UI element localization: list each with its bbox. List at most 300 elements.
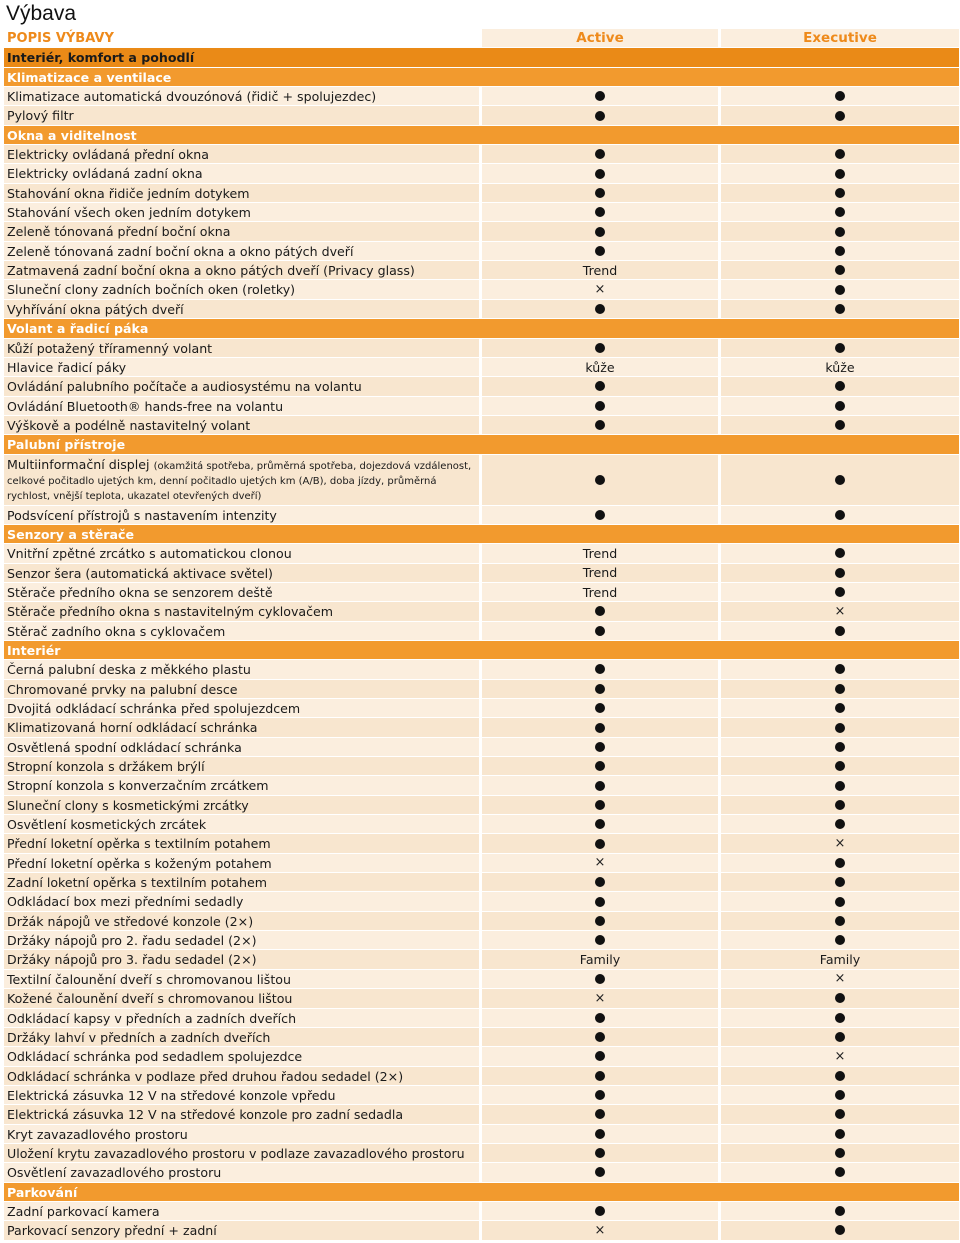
included-dot-icon xyxy=(835,916,845,926)
active-cell xyxy=(482,164,718,182)
included-dot-icon xyxy=(835,1090,845,1100)
included-dot-icon xyxy=(595,207,605,217)
table-row xyxy=(4,455,959,506)
feature-label: Ovládání palubního počítače a audiosystému na volantu xyxy=(7,379,362,395)
included-dot-icon xyxy=(835,246,845,256)
feature-label: Držáky nápojů pro 3. řadu sedadel (2×) xyxy=(7,952,257,968)
active-cell xyxy=(482,106,718,124)
table-row xyxy=(4,718,959,737)
section-header xyxy=(4,319,959,338)
active-cell: Trend xyxy=(482,544,718,562)
included-dot-icon xyxy=(595,974,605,984)
table-row xyxy=(4,583,959,602)
active-cell xyxy=(482,1144,718,1162)
column-header-executive: Executive xyxy=(721,29,959,47)
table-row xyxy=(4,544,959,563)
executive-cell xyxy=(721,718,959,736)
included-dot-icon xyxy=(835,169,845,179)
not-available-cross-icon: × xyxy=(594,1222,606,1238)
feature-label: Odkládací schránka pod sedadlem spolujezdce xyxy=(7,1049,303,1065)
included-dot-icon xyxy=(835,1109,845,1119)
active-cell xyxy=(482,1202,718,1220)
included-dot-icon xyxy=(595,684,605,694)
section-title: Senzory a stěrače xyxy=(7,526,135,542)
feature-label: Přední loketní opěrka s koženým potahem xyxy=(7,855,272,871)
active-cell xyxy=(482,87,718,105)
feature-label: Vnitřní zpětné zrcátko s automatickou clonou xyxy=(7,546,292,562)
table-row xyxy=(4,300,959,319)
included-dot-icon xyxy=(835,475,845,485)
active-cell xyxy=(482,834,718,852)
feature-label: Zeleně tónovaná zadní boční okna a okno pátých dveří xyxy=(7,243,354,259)
included-dot-icon xyxy=(835,548,845,558)
feature-label: Držáky nápojů pro 2. řadu sedadel (2×) xyxy=(7,933,257,949)
active-cell xyxy=(482,776,718,794)
included-dot-icon xyxy=(835,800,845,810)
included-dot-icon xyxy=(595,761,605,771)
executive-cell xyxy=(721,1202,959,1220)
feature-label: Dvojitá odkládací schránka před spolujezdcem xyxy=(7,701,301,716)
row-background xyxy=(4,106,479,124)
executive-cell xyxy=(721,1009,959,1027)
active-cell xyxy=(482,622,718,640)
active-cell xyxy=(482,300,718,318)
active-cell xyxy=(482,1221,718,1239)
feature-label: Stěrač zadního okna s cyklovačem xyxy=(7,623,226,639)
table-row xyxy=(4,1202,959,1221)
feature-label: Zadní loketní opěrka s textilním potahem xyxy=(7,875,267,891)
section-header xyxy=(4,126,959,145)
executive-cell xyxy=(721,815,959,833)
executive-cell xyxy=(721,757,959,775)
table-row xyxy=(4,815,959,834)
included-dot-icon xyxy=(835,91,845,101)
executive-cell: kůže xyxy=(721,358,959,376)
active-cell xyxy=(482,699,718,717)
included-dot-icon xyxy=(835,401,845,411)
included-dot-icon xyxy=(835,304,845,314)
included-dot-icon xyxy=(835,568,845,578)
table-row xyxy=(4,1105,959,1124)
included-dot-icon xyxy=(835,227,845,237)
feature-name: Multiinformační displej xyxy=(7,456,150,472)
table-row xyxy=(4,164,959,183)
table-row xyxy=(4,416,959,435)
feature-note: (okamžitá spotřeba, průměrná spotřeba, dojezdová vzdálenost, celkové počitadlo ujetých km, denní počitadlo ujetých km (A/B), doba jízdy, průměrná rychlost, vnější teplota, ukazatel otevřených dveří) xyxy=(7,460,472,502)
feature-label: Stěrače předního okna s nastavitelným cyklovačem xyxy=(7,604,334,620)
included-dot-icon xyxy=(595,111,605,121)
section-title: Interiér xyxy=(7,642,61,658)
included-dot-icon xyxy=(835,1225,845,1235)
included-dot-icon xyxy=(595,91,605,101)
included-dot-icon xyxy=(595,510,605,520)
executive-cell xyxy=(721,145,959,163)
active-cell: Trend xyxy=(482,583,718,601)
table-row xyxy=(4,222,959,241)
active-cell xyxy=(482,397,718,415)
included-dot-icon xyxy=(835,1206,845,1216)
feature-label: Osvětlení zavazadlového prostoru xyxy=(7,1165,222,1181)
included-dot-icon xyxy=(595,1129,605,1139)
executive-cell xyxy=(721,222,959,240)
included-dot-icon xyxy=(595,723,605,733)
included-dot-icon xyxy=(835,188,845,198)
feature-label: Senzor šera (automatická aktivace světel) xyxy=(7,565,273,581)
feature-label: Sluneční clony zadních bočních oken (roletky) xyxy=(7,282,296,298)
executive-cell xyxy=(721,242,959,260)
table-row xyxy=(4,699,959,718)
included-dot-icon xyxy=(595,188,605,198)
executive-cell xyxy=(721,300,959,318)
table-row xyxy=(4,892,959,911)
included-dot-icon xyxy=(595,781,605,791)
included-dot-icon xyxy=(835,819,845,829)
table-row xyxy=(4,854,959,873)
included-dot-icon xyxy=(835,587,845,597)
active-cell xyxy=(482,854,718,872)
feature-label: Odkládací schránka v podlaze před druhou řadou sedadel (2×) xyxy=(7,1068,404,1084)
feature-label: Stahování všech oken jedním dotykem xyxy=(7,205,251,221)
included-dot-icon xyxy=(595,381,605,391)
feature-label: Elektrická zásuvka 12 V na středové konzole pro zadní sedadla xyxy=(7,1107,404,1123)
executive-cell xyxy=(721,1086,959,1104)
column-header-active: Active xyxy=(482,29,718,47)
table-row xyxy=(4,622,959,641)
included-dot-icon xyxy=(595,304,605,314)
executive-cell xyxy=(721,564,959,582)
feature-label: Stahování okna řidiče jedním dotykem xyxy=(7,185,250,201)
table-row xyxy=(4,834,959,853)
included-dot-icon xyxy=(595,1071,605,1081)
active-cell xyxy=(482,660,718,678)
section-header xyxy=(4,525,959,544)
included-dot-icon xyxy=(595,1167,605,1177)
executive-cell xyxy=(721,506,959,524)
table-row xyxy=(4,280,959,299)
included-dot-icon xyxy=(595,800,605,810)
executive-cell xyxy=(721,622,959,640)
feature-label: Držák nápojů ve středové konzole (2×) xyxy=(7,913,254,929)
active-cell xyxy=(482,815,718,833)
included-dot-icon xyxy=(595,1051,605,1061)
active-cell xyxy=(482,738,718,756)
executive-cell xyxy=(721,970,959,988)
table-row xyxy=(4,1067,959,1086)
table-row xyxy=(4,87,959,106)
executive-cell xyxy=(721,1163,959,1181)
included-dot-icon xyxy=(835,877,845,887)
not-available-cross-icon: × xyxy=(594,855,606,871)
included-dot-icon xyxy=(835,1013,845,1023)
executive-cell xyxy=(721,873,959,891)
table-row xyxy=(4,203,959,222)
included-dot-icon xyxy=(835,684,845,694)
table-row xyxy=(4,602,959,621)
section-title: Okna a viditelnost xyxy=(7,127,137,143)
included-dot-icon xyxy=(595,742,605,752)
feature-label: Kůží potažený tříramenný volant xyxy=(7,340,213,356)
executive-cell xyxy=(721,416,959,434)
active-cell xyxy=(482,796,718,814)
executive-cell xyxy=(721,106,959,124)
feature-label: Klimatizovaná horní odkládací schránka xyxy=(7,720,258,736)
included-dot-icon xyxy=(595,401,605,411)
executive-cell xyxy=(721,184,959,202)
executive-cell xyxy=(721,1028,959,1046)
active-cell xyxy=(482,242,718,260)
executive-cell xyxy=(721,660,959,678)
section-title: Klimatizace a ventilace xyxy=(7,69,172,85)
executive-cell xyxy=(721,989,959,1007)
included-dot-icon xyxy=(595,916,605,926)
feature-label: Osvětlená spodní odkládací schránka xyxy=(7,739,242,755)
active-cell xyxy=(482,1009,718,1027)
included-dot-icon xyxy=(595,420,605,430)
included-dot-icon xyxy=(595,1148,605,1158)
active-cell: Trend xyxy=(482,261,718,279)
active-cell xyxy=(482,892,718,910)
feature-label: Ovládání Bluetooth® hands-free na volantu xyxy=(7,398,284,414)
feature-label: Černá palubní deska z měkkého plastu xyxy=(7,662,251,678)
included-dot-icon xyxy=(835,1148,845,1158)
active-cell xyxy=(482,970,718,988)
feature-label: Pylový filtr xyxy=(7,108,74,124)
executive-cell xyxy=(721,834,959,852)
included-dot-icon xyxy=(835,626,845,636)
included-dot-icon xyxy=(835,111,845,121)
executive-cell xyxy=(721,699,959,717)
section-title: Palubní přístroje xyxy=(7,437,126,453)
equipment-table xyxy=(4,29,959,1241)
included-dot-icon xyxy=(595,626,605,636)
section-header xyxy=(4,435,959,454)
feature-label: Textilní čalounění dveří s chromovanou lištou xyxy=(7,971,291,987)
feature-label: Přední loketní opěrka s textilním potahem xyxy=(7,836,271,852)
active-cell xyxy=(482,280,718,298)
executive-cell xyxy=(721,544,959,562)
active-cell xyxy=(482,184,718,202)
included-dot-icon xyxy=(835,381,845,391)
active-cell xyxy=(482,377,718,395)
table-row xyxy=(4,1144,959,1163)
active-cell xyxy=(482,145,718,163)
included-dot-icon xyxy=(595,897,605,907)
included-dot-icon xyxy=(835,510,845,520)
executive-cell xyxy=(721,738,959,756)
executive-cell xyxy=(721,203,959,221)
feature-label: Kožené čalounění dveří s chromovanou lištou xyxy=(7,991,293,1007)
active-cell xyxy=(482,339,718,357)
table-row xyxy=(4,1009,959,1028)
active-cell: Family xyxy=(482,950,718,968)
feature-label: Elektricky ovládaná zadní okna xyxy=(7,166,203,182)
section-title: Interiér, komfort a pohodlí xyxy=(7,50,195,66)
active-cell xyxy=(482,1105,718,1123)
not-available-cross-icon: × xyxy=(594,990,606,1006)
feature-label: Držáky lahví v předních a zadních dveřích xyxy=(7,1029,271,1045)
executive-cell xyxy=(721,854,959,872)
not-available-cross-icon: × xyxy=(594,282,606,298)
active-cell xyxy=(482,602,718,620)
active-cell xyxy=(482,455,718,505)
table-row xyxy=(4,796,959,815)
executive-cell xyxy=(721,1125,959,1143)
active-cell xyxy=(482,1067,718,1085)
feature-label: Elektricky ovládaná přední okna xyxy=(7,147,209,163)
included-dot-icon xyxy=(835,723,845,733)
included-dot-icon xyxy=(595,227,605,237)
included-dot-icon xyxy=(835,761,845,771)
included-dot-icon xyxy=(595,1206,605,1216)
feature-label: Výškově a podélně nastavitelný volant xyxy=(7,417,251,433)
table-row xyxy=(4,564,959,583)
executive-cell xyxy=(721,1105,959,1123)
executive-cell xyxy=(721,1067,959,1085)
executive-cell xyxy=(721,912,959,930)
executive-cell xyxy=(721,602,959,620)
table-row xyxy=(4,506,959,525)
table-row xyxy=(4,970,959,989)
included-dot-icon xyxy=(835,858,845,868)
feature-label: Sluneční clony s kosmetickými zrcátky xyxy=(7,797,249,813)
table-body xyxy=(4,48,959,1240)
active-cell xyxy=(482,203,718,221)
feature-label: Hlavice řadicí páky xyxy=(7,359,127,375)
included-dot-icon xyxy=(835,1032,845,1042)
executive-cell xyxy=(721,776,959,794)
table-row xyxy=(4,776,959,795)
executive-cell xyxy=(721,680,959,698)
table-row xyxy=(4,1221,959,1240)
column-header-description: POPIS VÝBAVY xyxy=(7,31,114,46)
executive-cell xyxy=(721,892,959,910)
feature-label: Uložení krytu zavazadlového prostoru v podlaze zavazadlového prostoru xyxy=(7,1145,465,1161)
table-row xyxy=(4,261,959,280)
included-dot-icon xyxy=(595,606,605,616)
table-row xyxy=(4,358,959,377)
feature-label: Elektrická zásuvka 12 V na středové konzole vpředu xyxy=(7,1087,336,1103)
included-dot-icon xyxy=(595,819,605,829)
executive-cell: Family xyxy=(721,950,959,968)
section-header xyxy=(4,48,959,67)
included-dot-icon xyxy=(835,149,845,159)
executive-cell xyxy=(721,583,959,601)
included-dot-icon xyxy=(595,1090,605,1100)
not-available-cross-icon: × xyxy=(834,603,846,619)
table-row xyxy=(4,184,959,203)
included-dot-icon xyxy=(835,781,845,791)
executive-cell xyxy=(721,1047,959,1065)
included-dot-icon xyxy=(595,475,605,485)
included-dot-icon xyxy=(835,265,845,275)
active-cell xyxy=(482,912,718,930)
active-cell xyxy=(482,506,718,524)
feature-label: Podsvícení přístrojů s nastavením intenzity xyxy=(7,507,277,523)
executive-cell xyxy=(721,339,959,357)
table-row xyxy=(4,660,959,679)
not-available-cross-icon: × xyxy=(834,971,846,987)
included-dot-icon xyxy=(835,935,845,945)
executive-cell xyxy=(721,455,959,505)
table-row xyxy=(4,1086,959,1105)
feature-label: Odkládací kapsy v předních a zadních dveřích xyxy=(7,1010,297,1026)
page-title: Výbava xyxy=(6,2,77,25)
executive-cell xyxy=(721,261,959,279)
table-row xyxy=(4,738,959,757)
not-available-cross-icon: × xyxy=(834,1048,846,1064)
active-cell xyxy=(482,718,718,736)
executive-cell xyxy=(721,377,959,395)
table-row xyxy=(4,242,959,261)
included-dot-icon xyxy=(835,664,845,674)
included-dot-icon xyxy=(595,1013,605,1023)
executive-cell xyxy=(721,931,959,949)
table-row xyxy=(4,757,959,776)
executive-cell xyxy=(721,796,959,814)
active-cell xyxy=(482,931,718,949)
feature-label: Parkovací senzory přední + zadní xyxy=(7,1223,217,1239)
feature-label: Zeleně tónovaná přední boční okna xyxy=(7,224,231,240)
included-dot-icon xyxy=(595,1109,605,1119)
active-cell xyxy=(482,222,718,240)
active-cell: kůže xyxy=(482,358,718,376)
included-dot-icon xyxy=(835,1167,845,1177)
included-dot-icon xyxy=(595,1032,605,1042)
included-dot-icon xyxy=(835,703,845,713)
active-cell xyxy=(482,873,718,891)
included-dot-icon xyxy=(835,1129,845,1139)
active-cell xyxy=(482,1125,718,1143)
section-header xyxy=(4,641,959,660)
not-available-cross-icon: × xyxy=(834,836,846,852)
table-header xyxy=(4,29,959,48)
included-dot-icon xyxy=(595,839,605,849)
included-dot-icon xyxy=(835,742,845,752)
active-cell xyxy=(482,989,718,1007)
table-row xyxy=(4,931,959,950)
section-header xyxy=(4,1183,959,1202)
included-dot-icon xyxy=(835,207,845,217)
table-row xyxy=(4,397,959,416)
executive-cell xyxy=(721,1144,959,1162)
included-dot-icon xyxy=(835,1071,845,1081)
table-row xyxy=(4,912,959,931)
active-cell xyxy=(482,680,718,698)
executive-cell xyxy=(721,164,959,182)
table-row xyxy=(4,377,959,396)
included-dot-icon xyxy=(835,285,845,295)
feature-label: Chromované prvky na palubní desce xyxy=(7,681,238,697)
active-cell xyxy=(482,1028,718,1046)
section-header xyxy=(4,68,959,87)
table-row xyxy=(4,1047,959,1066)
table-row xyxy=(4,145,959,164)
executive-cell xyxy=(721,1221,959,1239)
feature-label: Stropní konzola s držákem brýlí xyxy=(7,759,205,775)
table-row xyxy=(4,873,959,892)
table-row xyxy=(4,106,959,125)
table-row xyxy=(4,680,959,699)
included-dot-icon xyxy=(595,664,605,674)
active-cell: Trend xyxy=(482,564,718,582)
table-row xyxy=(4,989,959,1008)
active-cell xyxy=(482,1163,718,1181)
active-cell xyxy=(482,757,718,775)
included-dot-icon xyxy=(595,703,605,713)
executive-cell xyxy=(721,87,959,105)
feature-label: Osvětlení kosmetických zrcátek xyxy=(7,817,207,833)
included-dot-icon xyxy=(835,343,845,353)
